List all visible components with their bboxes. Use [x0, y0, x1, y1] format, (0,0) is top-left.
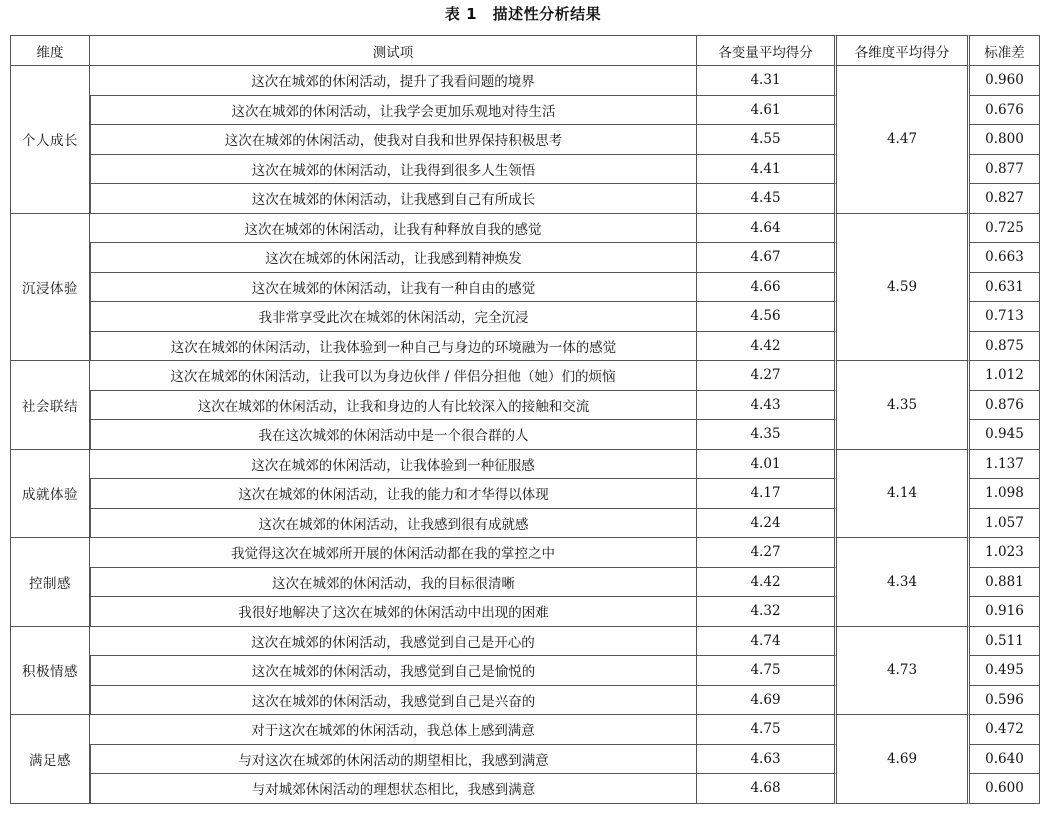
std-dev-cell: 0.676 — [970, 96, 1040, 126]
item-mean-cell: 4.66 — [697, 273, 837, 303]
std-dev-cell: 0.631 — [970, 273, 1040, 303]
std-dev-cell: 0.663 — [970, 243, 1040, 273]
std-dev-cell: 1.098 — [970, 479, 1040, 509]
dimension-cell: 社会联结 — [10, 361, 90, 450]
dimension-mean-cell: 4.14 — [837, 450, 970, 539]
item-mean-cell: 4.45 — [697, 184, 837, 214]
item-mean-cell: 4.56 — [697, 302, 837, 332]
header-dimension: 维度 — [10, 35, 90, 66]
std-dev-cell: 0.960 — [970, 66, 1040, 96]
header-dimension-mean: 各维度平均得分 — [837, 35, 970, 66]
dimension-cell: 满足感 — [10, 715, 90, 804]
std-dev-cell: 1.012 — [970, 361, 1040, 391]
test-item-cell: 对于这次在城郊的休闲活动，我总体上感到满意 — [90, 715, 697, 745]
std-dev-cell: 0.495 — [970, 656, 1040, 686]
std-dev-cell: 0.875 — [970, 332, 1040, 362]
test-item-cell: 这次在城郊的休闲活动，让我感到很有成就感 — [90, 509, 697, 539]
std-dev-cell: 0.640 — [970, 745, 1040, 775]
test-item-cell: 这次在城郊的休闲活动，让我可以为身边伙伴 / 伴侣分担他（她）们的烦恼 — [90, 361, 697, 391]
test-item-cell: 这次在城郊的休闲活动，让我体验到一种征服感 — [90, 450, 697, 480]
table-row — [10, 538, 1040, 568]
std-dev-cell: 1.023 — [970, 538, 1040, 568]
test-item-cell: 这次在城郊的休闲活动，让我和身边的人有比较深入的接触和交流 — [90, 391, 697, 421]
item-mean-cell: 4.27 — [697, 361, 837, 391]
header-row — [10, 35, 1040, 66]
test-item-cell: 这次在城郊的休闲活动，让我的能力和才华得以体现 — [90, 479, 697, 509]
dimension-cell: 控制感 — [10, 538, 90, 627]
table-row — [10, 715, 1040, 745]
table-row — [10, 66, 1040, 96]
item-mean-cell: 4.55 — [697, 125, 837, 155]
dimension-mean-cell: 4.73 — [837, 627, 970, 716]
dimension-cell: 积极情感 — [10, 627, 90, 716]
test-item-cell: 我觉得这次在城郊所开展的休闲活动都在我的掌控之中 — [90, 538, 697, 568]
item-mean-cell: 4.61 — [697, 96, 837, 126]
test-item-cell: 我非常享受此次在城郊的休闲活动，完全沉浸 — [90, 302, 697, 332]
header-test-item: 测试项 — [90, 35, 697, 66]
std-dev-cell: 0.876 — [970, 391, 1040, 421]
dimension-cell: 成就体验 — [10, 450, 90, 539]
item-mean-cell: 4.32 — [697, 597, 837, 627]
test-item-cell: 这次在城郊的休闲活动，我感觉到自己是开心的 — [90, 627, 697, 657]
std-dev-cell: 0.713 — [970, 302, 1040, 332]
header-item-mean: 各变量平均得分 — [697, 35, 837, 66]
item-mean-cell: 4.43 — [697, 391, 837, 421]
header-std-dev: 标准差 — [970, 35, 1040, 66]
std-dev-cell: 0.916 — [970, 597, 1040, 627]
std-dev-cell: 1.057 — [970, 509, 1040, 539]
std-dev-cell: 0.725 — [970, 214, 1040, 244]
table-body — [10, 66, 1040, 804]
table-row — [10, 450, 1040, 480]
table-row — [10, 214, 1040, 244]
table-row — [10, 627, 1040, 657]
item-mean-cell: 4.67 — [697, 243, 837, 273]
test-item-cell: 这次在城郊的休闲活动，让我得到很多人生领悟 — [90, 155, 697, 185]
test-item-cell: 这次在城郊的休闲活动，让我体验到一种自己与身边的环境融为一体的感觉 — [90, 332, 697, 362]
dimension-mean-cell: 4.69 — [837, 715, 970, 804]
std-dev-cell: 0.877 — [970, 155, 1040, 185]
table-row — [10, 361, 1040, 391]
test-item-cell: 这次在城郊的休闲活动，让我有种释放自我的感觉 — [90, 214, 697, 244]
item-mean-cell: 4.24 — [697, 509, 837, 539]
dimension-mean-cell: 4.59 — [837, 214, 970, 362]
item-mean-cell: 4.64 — [697, 214, 837, 244]
dimension-mean-cell: 4.35 — [837, 361, 970, 450]
item-mean-cell: 4.35 — [697, 420, 837, 450]
item-mean-cell: 4.41 — [697, 155, 837, 185]
item-mean-cell: 4.68 — [697, 774, 837, 804]
test-item-cell: 这次在城郊的休闲活动，我的目标很清晰 — [90, 568, 697, 598]
std-dev-cell: 0.600 — [970, 774, 1040, 804]
item-mean-cell: 4.01 — [697, 450, 837, 480]
std-dev-cell: 0.945 — [970, 420, 1040, 450]
test-item-cell: 与对城郊休闲活动的理想状态相比，我感到满意 — [90, 774, 697, 804]
item-mean-cell: 4.17 — [697, 479, 837, 509]
std-dev-cell: 0.472 — [970, 715, 1040, 745]
item-mean-cell: 4.27 — [697, 538, 837, 568]
item-mean-cell: 4.42 — [697, 568, 837, 598]
descriptive-analysis-table — [10, 35, 1040, 804]
test-item-cell: 与对这次在城郊的休闲活动的期望相比，我感到满意 — [90, 745, 697, 775]
test-item-cell: 这次在城郊的休闲活动，让我感到自己有所成长 — [90, 184, 697, 214]
test-item-cell: 这次在城郊的休闲活动，我感觉到自己是兴奋的 — [90, 686, 697, 716]
item-mean-cell: 4.69 — [697, 686, 837, 716]
std-dev-cell: 1.137 — [970, 450, 1040, 480]
test-item-cell: 这次在城郊的休闲活动，让我有一种自由的感觉 — [90, 273, 697, 303]
std-dev-cell: 0.881 — [970, 568, 1040, 598]
dimension-cell: 个人成长 — [10, 66, 90, 214]
dimension-cell: 沉浸体验 — [10, 214, 90, 362]
item-mean-cell: 4.63 — [697, 745, 837, 775]
item-mean-cell: 4.74 — [697, 627, 837, 657]
item-mean-cell: 4.42 — [697, 332, 837, 362]
std-dev-cell: 0.596 — [970, 686, 1040, 716]
test-item-cell: 这次在城郊的休闲活动，提升了我看问题的境界 — [90, 66, 697, 96]
test-item-cell: 我在这次城郊的休闲活动中是一个很合群的人 — [90, 420, 697, 450]
test-item-cell: 这次在城郊的休闲活动，让我感到精神焕发 — [90, 243, 697, 273]
std-dev-cell: 0.511 — [970, 627, 1040, 657]
std-dev-cell: 0.800 — [970, 125, 1040, 155]
std-dev-cell: 0.827 — [970, 184, 1040, 214]
test-item-cell: 这次在城郊的休闲活动，让我学会更加乐观地对待生活 — [90, 96, 697, 126]
dimension-mean-cell: 4.47 — [837, 66, 970, 214]
item-mean-cell: 4.31 — [697, 66, 837, 96]
test-item-cell: 我很好地解决了这次在城郊的休闲活动中出现的困难 — [90, 597, 697, 627]
item-mean-cell: 4.75 — [697, 715, 837, 745]
dimension-mean-cell: 4.34 — [837, 538, 970, 627]
item-mean-cell: 4.75 — [697, 656, 837, 686]
test-item-cell: 这次在城郊的休闲活动，使我对自我和世界保持积极思考 — [90, 125, 697, 155]
table-caption: 表 1 描述性分析结果 — [444, 5, 602, 23]
test-item-cell: 这次在城郊的休闲活动，我感觉到自己是愉悦的 — [90, 656, 697, 686]
